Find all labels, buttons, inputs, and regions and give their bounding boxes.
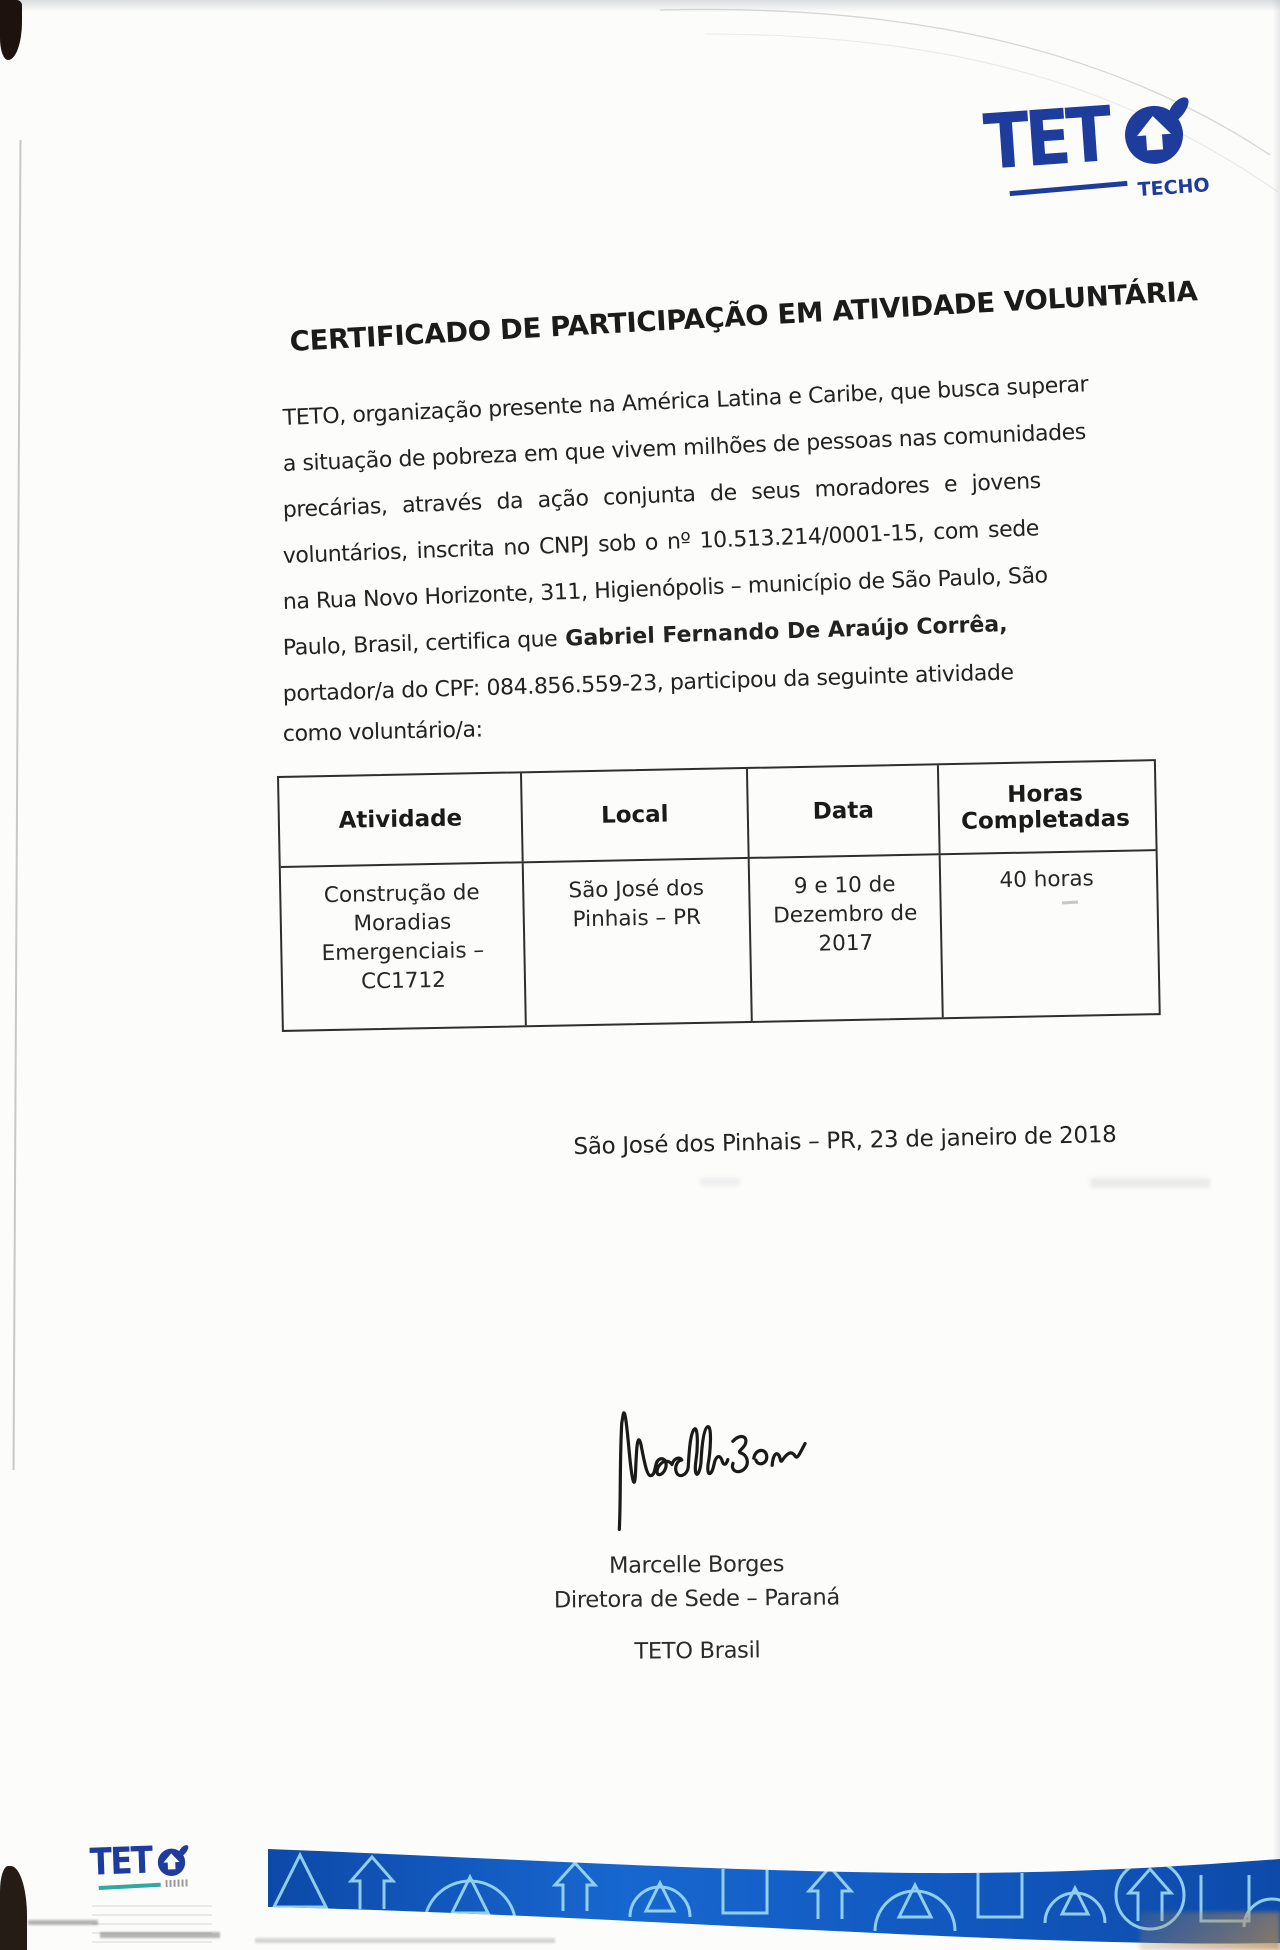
body-line-5: na Rua Novo Horizonte, 311, Higienópolis – município de São Paulo, São (282, 563, 1049, 615)
header-cell-data (748, 765, 941, 857)
signer-name: Marcelle Borges (608, 1551, 785, 1579)
scan-smudge (100, 1932, 220, 1938)
cell-local (524, 859, 753, 1025)
band-shape (268, 1849, 1280, 1944)
cell-value: Construção de Moradias Emergenciais – CC1712 (321, 880, 485, 995)
cell-value: 40 horas (999, 866, 1094, 894)
cell-value: São José dos Pinhais – PR (568, 875, 705, 933)
signer-role: Diretora de Sede – Paraná (553, 1584, 841, 1614)
place-date-line: São José dos Pinhais – PR, 23 de janeiro de 2018 (573, 1121, 1117, 1161)
header-label: Horas Completadas (960, 780, 1131, 835)
body-line-3: precárias, através da ação conjunta de seus moradores e jovens (282, 468, 1042, 523)
scan-smudge (255, 1938, 555, 1943)
scan-right-edge-shade (1273, 0, 1280, 1950)
cell-value: 9 e 10 de Dezembro de 2017 (772, 872, 918, 957)
body-line-7: portador/a do CPF: 084.856.559-23, participou da seguinte atividade (282, 660, 1014, 707)
signer-block (516, 1550, 877, 1666)
certificate-title: CERTIFICADO DE PARTICIPAÇÃO EM ATIVIDADE VOLUNTÁRIA (288, 275, 1199, 358)
body-line-4: voluntários, inscrita no CNPJ sob o nº 10.513.214/0001-15, com sede (282, 516, 1040, 569)
table-header-row (279, 761, 1156, 868)
activity-table (277, 759, 1161, 1032)
header-label: Data (812, 797, 875, 825)
signature-stroke (613, 1403, 809, 1529)
scan-smudge (700, 1178, 740, 1186)
cell-data (750, 855, 944, 1021)
header-label: Atividade (338, 805, 463, 834)
body-line-2: a situação de pobreza em que vivem milhões de pessoas nas comunidades (282, 419, 1087, 477)
cell-horas (941, 851, 1155, 1017)
scan-ghost-print (92, 1905, 212, 1949)
cell-atividade (281, 863, 527, 1030)
scan-smudge (1090, 1178, 1210, 1188)
header-label: Local (600, 801, 669, 829)
body-line-8: como voluntário/a: (282, 717, 483, 747)
body-line-6-text: Paulo, Brasil, certifica que (282, 626, 558, 661)
volunteer-name: Gabriel Fernando De Araújo Corrêa, (564, 611, 1008, 652)
header-cell-local (522, 769, 750, 861)
teto-logo (982, 90, 1211, 211)
body-line-1: TETO, organização presente na América Latina e Caribe, que busca superar (282, 372, 1089, 431)
scan-corner-tan-bottom-right (1140, 1912, 1280, 1950)
scan-smudge (28, 1920, 98, 1925)
teto-wordmark: TET (981, 89, 1111, 187)
signer-organization: TETO Brasil (634, 1637, 761, 1665)
teto-o-house-arrow-icon (1118, 93, 1195, 170)
footer-teto-wordmark: TET (89, 1838, 152, 1884)
table-row (281, 851, 1159, 1030)
techo-subbrand-label: TECHO (1137, 174, 1211, 202)
teto-logo-row (981, 89, 1209, 187)
header-cell-horas (939, 761, 1152, 853)
header-cell-atividade (279, 773, 524, 866)
scan-left-fold-line (13, 140, 22, 1470)
handwritten-signature (607, 1390, 834, 1536)
